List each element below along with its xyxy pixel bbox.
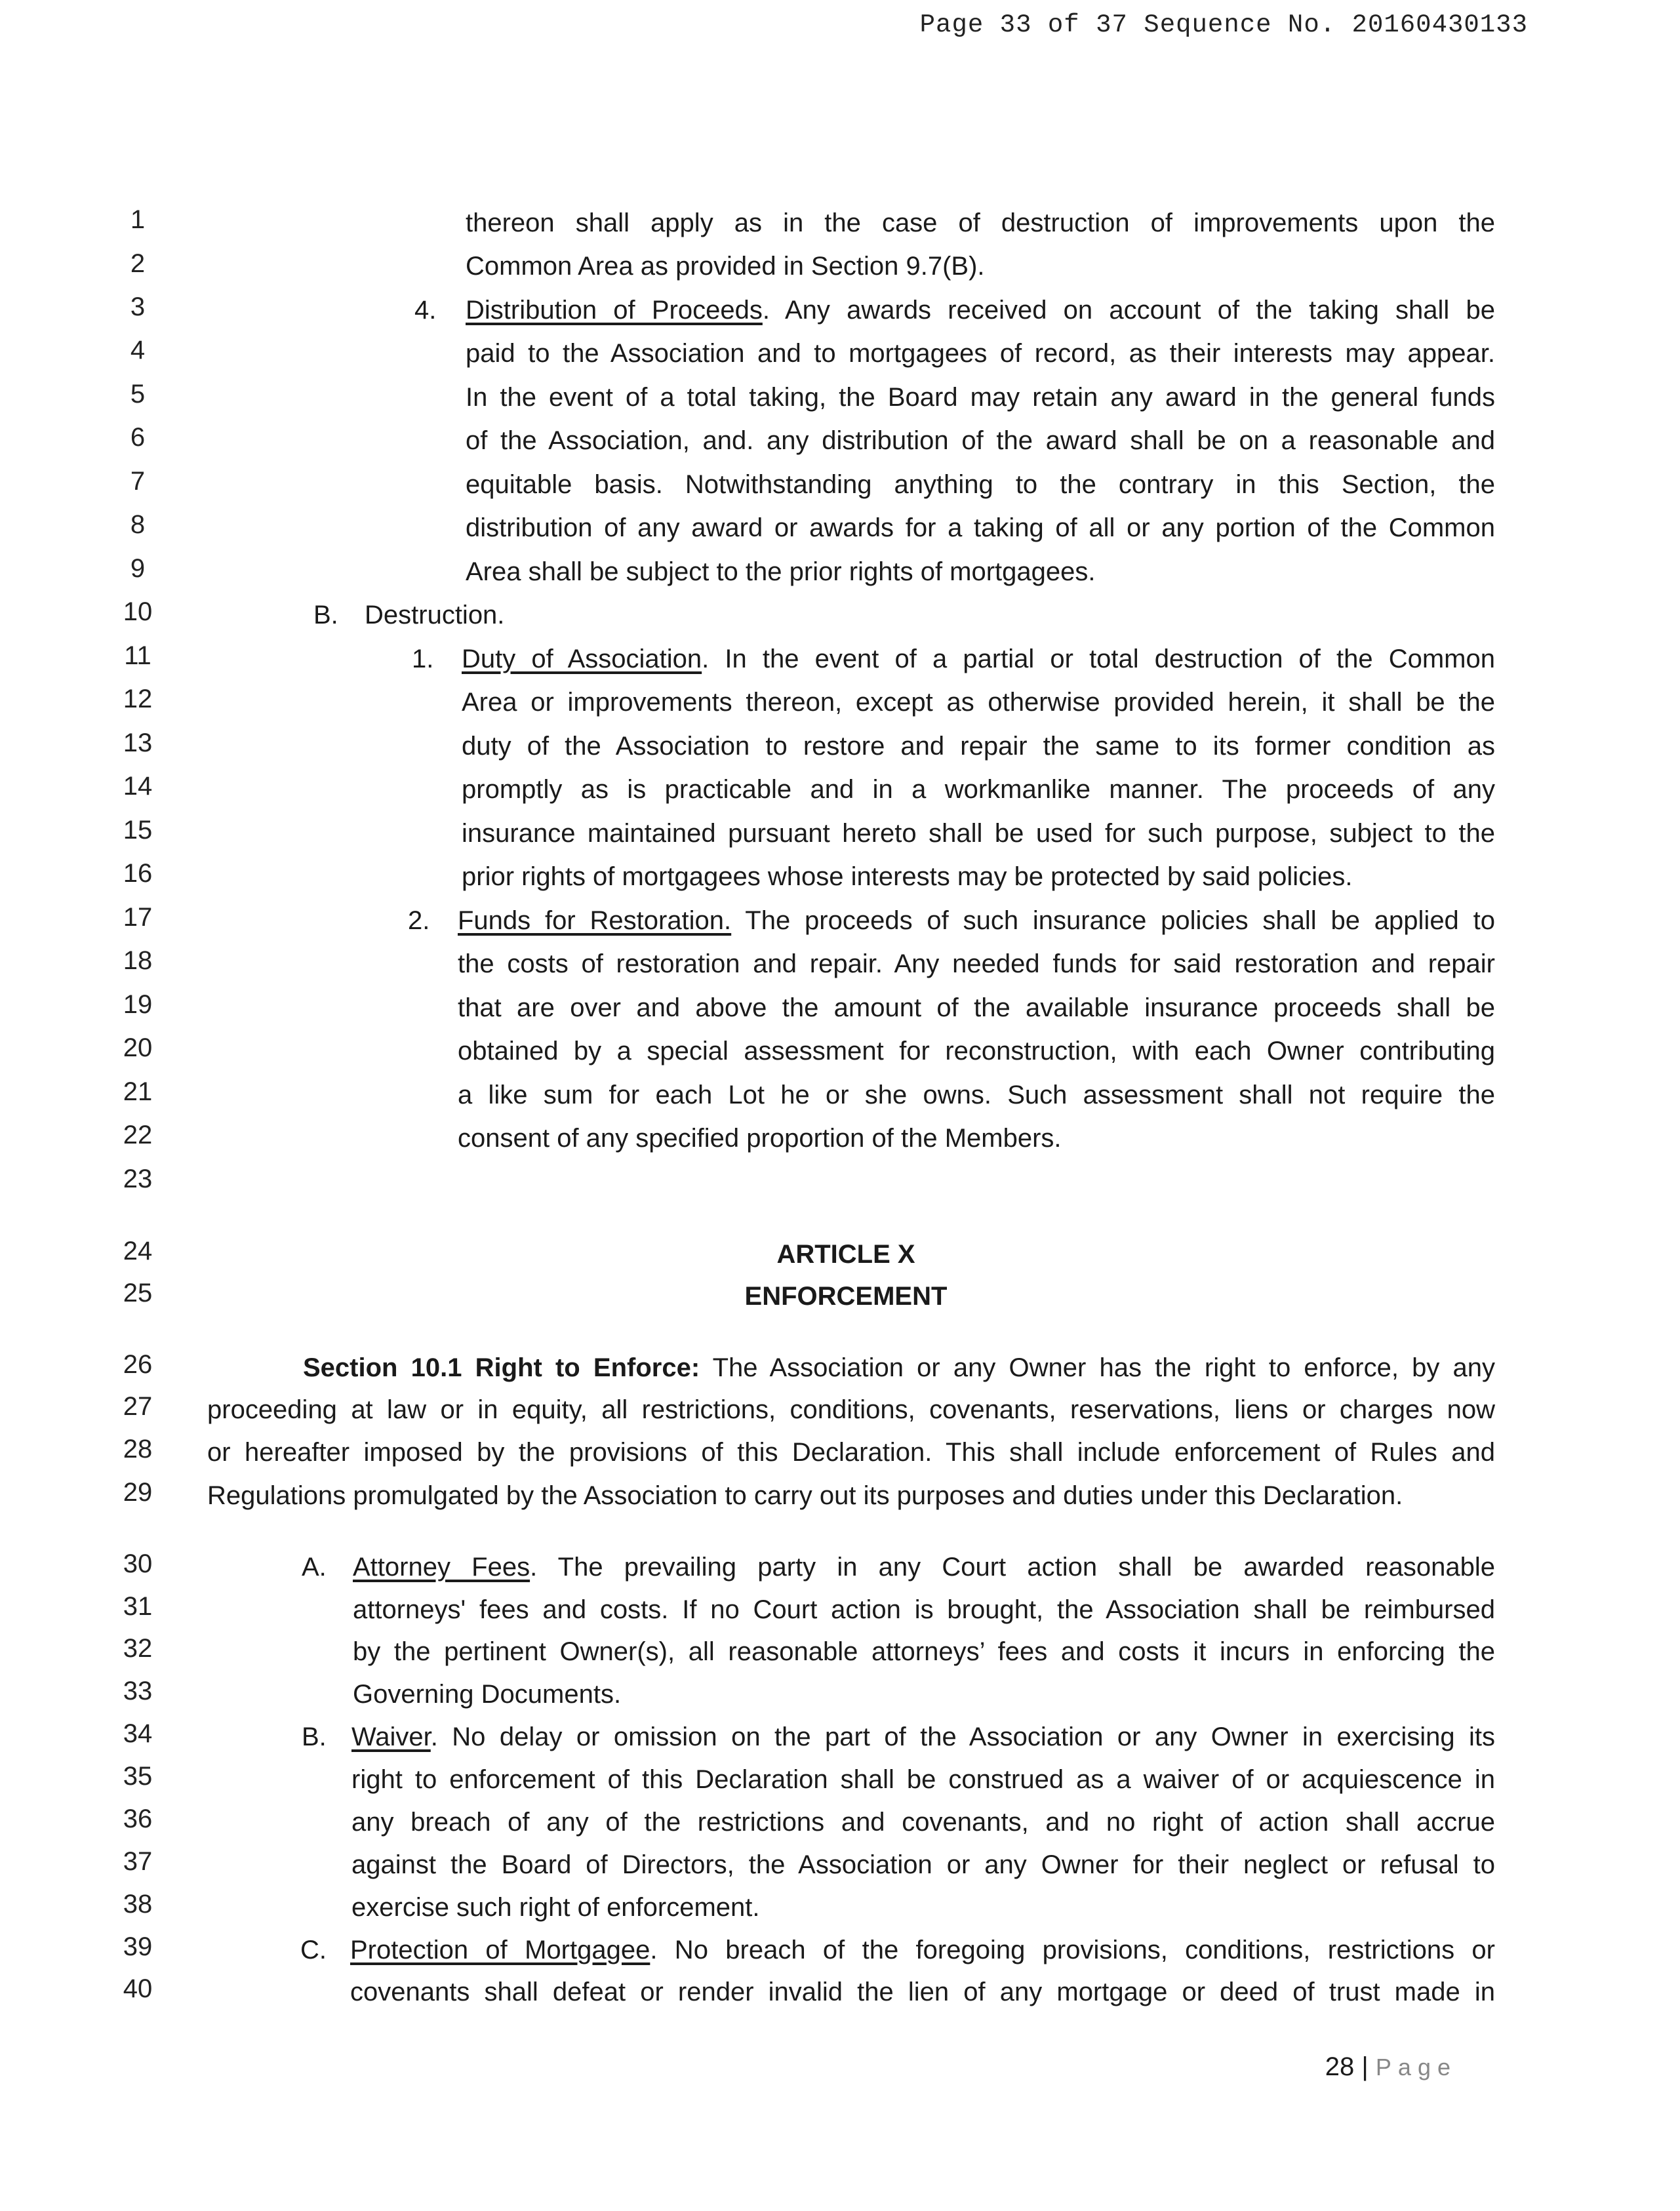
line-number: 14 — [123, 772, 153, 801]
text-line: paid to the Association and to mortgagees of record, as their interests may appear. — [466, 339, 1495, 368]
text-line: or hereafter imposed by the provisions of this Declaration. This shall include enforcement of Rules and — [207, 1438, 1495, 1467]
list-marker: C. — [300, 1936, 327, 1964]
text-line: Governing Documents. — [353, 1680, 622, 1709]
line-number: 1 — [130, 205, 146, 234]
line-number: 11 — [124, 641, 151, 670]
footer-separator: | — [1361, 2052, 1369, 2081]
line-number: 4 — [130, 336, 146, 365]
line-number: 2 — [130, 249, 146, 278]
text-line: by the pertinent Owner(s), all reasonable attorneys’ fees and costs it incurs in enforcing the — [353, 1637, 1495, 1666]
list-marker: 2. — [408, 906, 430, 935]
text-line: consent of any specified proportion of the Members. — [458, 1124, 1062, 1153]
page-footer — [1325, 2052, 1457, 2082]
text-line: Attorney Fees. The prevailing party in any Court action shall be awarded reasonable — [353, 1553, 1495, 1582]
line-number: 7 — [130, 467, 146, 496]
article-title: ENFORCEMENT — [744, 1282, 948, 1311]
line-number: 5 — [130, 380, 146, 408]
line-number: 19 — [123, 990, 153, 1019]
item-heading: Distribution of Proceeds — [466, 296, 763, 325]
page-label: Page — [1375, 2054, 1457, 2081]
section-heading: Section 10.1 Right to Enforce: — [303, 1353, 700, 1382]
text-line: duty of the Association to restore and repair the same to its former condition as — [462, 732, 1495, 761]
text-line: Area shall be subject to the prior rights of mortgagees. — [466, 557, 1096, 586]
text-line: against the Board of Directors, the Association or any Owner for their neglect or refusal to — [351, 1850, 1495, 1879]
list-marker: 1. — [412, 645, 434, 673]
line-number: 21 — [123, 1077, 153, 1106]
text-line: insurance maintained pursuant hereto shall be used for such purpose, subject to the — [462, 819, 1495, 848]
line-number: 9 — [130, 554, 146, 583]
line-number: 16 — [123, 859, 153, 888]
item-heading: Funds for Restoration. — [458, 906, 732, 935]
text-line: attorneys' fees and costs. If no Court action is brought, the Association shall be reimbursed — [353, 1595, 1495, 1624]
line-number: 31 — [123, 1592, 153, 1621]
text-line: right to enforcement of this Declaration shall be construed as a waiver of or acquiescence in — [351, 1765, 1495, 1794]
line-number: 10 — [123, 597, 153, 626]
text-line: equitable basis. Notwithstanding anything to the contrary in this Section, the — [466, 470, 1495, 499]
section-heading: Destruction. — [365, 601, 505, 629]
article-number: ARTICLE X — [776, 1240, 915, 1269]
text-line: obtained by a special assessment for reconstruction, with each Owner contributing — [458, 1037, 1495, 1066]
text-line: that are over and above the amount of the available insurance proceeds shall be — [458, 993, 1495, 1022]
list-marker: A. — [302, 1553, 327, 1582]
item-heading: Protection of Mortgagee — [350, 1936, 650, 1964]
text-line: Section 10.1 Right to Enforce: The Association or any Owner has the right to enforce, by any — [303, 1353, 1495, 1382]
line-number: 3 — [130, 292, 146, 321]
line-number: 30 — [123, 1549, 153, 1578]
text-line: Protection of Mortgagee. No breach of the foregoing provisions, conditions, restrictions or — [350, 1936, 1496, 1964]
list-marker: 4. — [414, 296, 437, 325]
text-line: proceeding at law or in equity, all restrictions, conditions, covenants, reservations, liens or charges now — [207, 1395, 1495, 1424]
line-number: 35 — [123, 1762, 153, 1791]
text-line: prior rights of mortgagees whose interests may be protected by said policies. — [462, 862, 1353, 891]
section-marker: B. — [313, 601, 338, 629]
line-number: 38 — [123, 1890, 153, 1919]
line-number: 15 — [123, 816, 153, 845]
text-line: Common Area as provided in Section 9.7(B). — [466, 252, 985, 281]
line-number: 25 — [123, 1279, 153, 1307]
text-line: the costs of restoration and repair. Any needed funds for said restoration and repair — [458, 949, 1495, 978]
line-number: 36 — [123, 1804, 153, 1833]
line-number: 29 — [123, 1478, 153, 1507]
line-number: 20 — [123, 1033, 153, 1062]
line-number: 22 — [123, 1121, 153, 1149]
line-number: 23 — [123, 1165, 153, 1193]
text-line: In the event of a total taking, the Board may retain any award in the general funds — [466, 383, 1495, 412]
item-heading: Attorney Fees — [353, 1553, 530, 1582]
text-line: exercise such right of enforcement. — [351, 1893, 760, 1922]
line-number: 6 — [130, 423, 146, 452]
text-line: Duty of Association. In the event of a partial or total destruction of the Common — [462, 645, 1495, 673]
text-line: covenants shall defeat or render invalid the lien of any mortgage or deed of trust made in — [350, 1978, 1495, 2006]
item-heading: Waiver — [351, 1723, 431, 1751]
text-line: Area or improvements thereon, except as otherwise provided herein, it shall be the — [462, 688, 1495, 717]
line-number: 27 — [123, 1392, 153, 1421]
text-line: any breach of any of the restrictions and covenants, and no right of action shall accrue — [351, 1808, 1495, 1837]
line-number: 33 — [123, 1677, 153, 1705]
line-number: 24 — [123, 1237, 153, 1265]
text-line: a like sum for each Lot he or she owns. Such assessment shall not require the — [458, 1081, 1495, 1109]
page-number: 28 — [1325, 2052, 1355, 2081]
line-number: 40 — [123, 1974, 153, 2003]
sequence-header: Page 33 of 37 Sequence No. 20160430133 — [919, 10, 1528, 39]
line-number: 13 — [123, 728, 153, 757]
line-number: 28 — [123, 1435, 153, 1464]
text-line: Funds for Restoration. The proceeds of such insurance policies shall be applied to — [458, 906, 1495, 935]
text-line: Regulations promulgated by the Association to carry out its purposes and duties under this Declaration. — [207, 1481, 1403, 1510]
list-marker: B. — [302, 1723, 327, 1751]
line-number: 32 — [123, 1634, 153, 1663]
text-line: thereon shall apply as in the case of destruction of improvements upon the — [466, 209, 1495, 237]
text-line: of the Association, and. any distribution of the award shall be on a reasonable and — [466, 426, 1495, 455]
text-line: distribution of any award or awards for a taking of all or any portion of the Common — [466, 513, 1495, 542]
line-number: 39 — [123, 1932, 153, 1961]
line-number: 26 — [123, 1350, 153, 1379]
text-line: Waiver. No delay or omission on the part of the Association or any Owner in exercising its — [351, 1723, 1495, 1751]
line-number: 17 — [123, 903, 153, 932]
line-number: 18 — [123, 946, 153, 975]
text-line: Distribution of Proceeds. Any awards received on account of the taking shall be — [466, 296, 1496, 325]
text-line: promptly as is practicable and in a workmanlike manner. The proceeds of any — [462, 775, 1495, 804]
line-number: 37 — [123, 1847, 153, 1876]
item-heading: Duty of Association — [462, 645, 702, 673]
line-number: 8 — [130, 510, 146, 539]
line-number: 12 — [123, 685, 153, 713]
line-number: 34 — [123, 1719, 153, 1748]
